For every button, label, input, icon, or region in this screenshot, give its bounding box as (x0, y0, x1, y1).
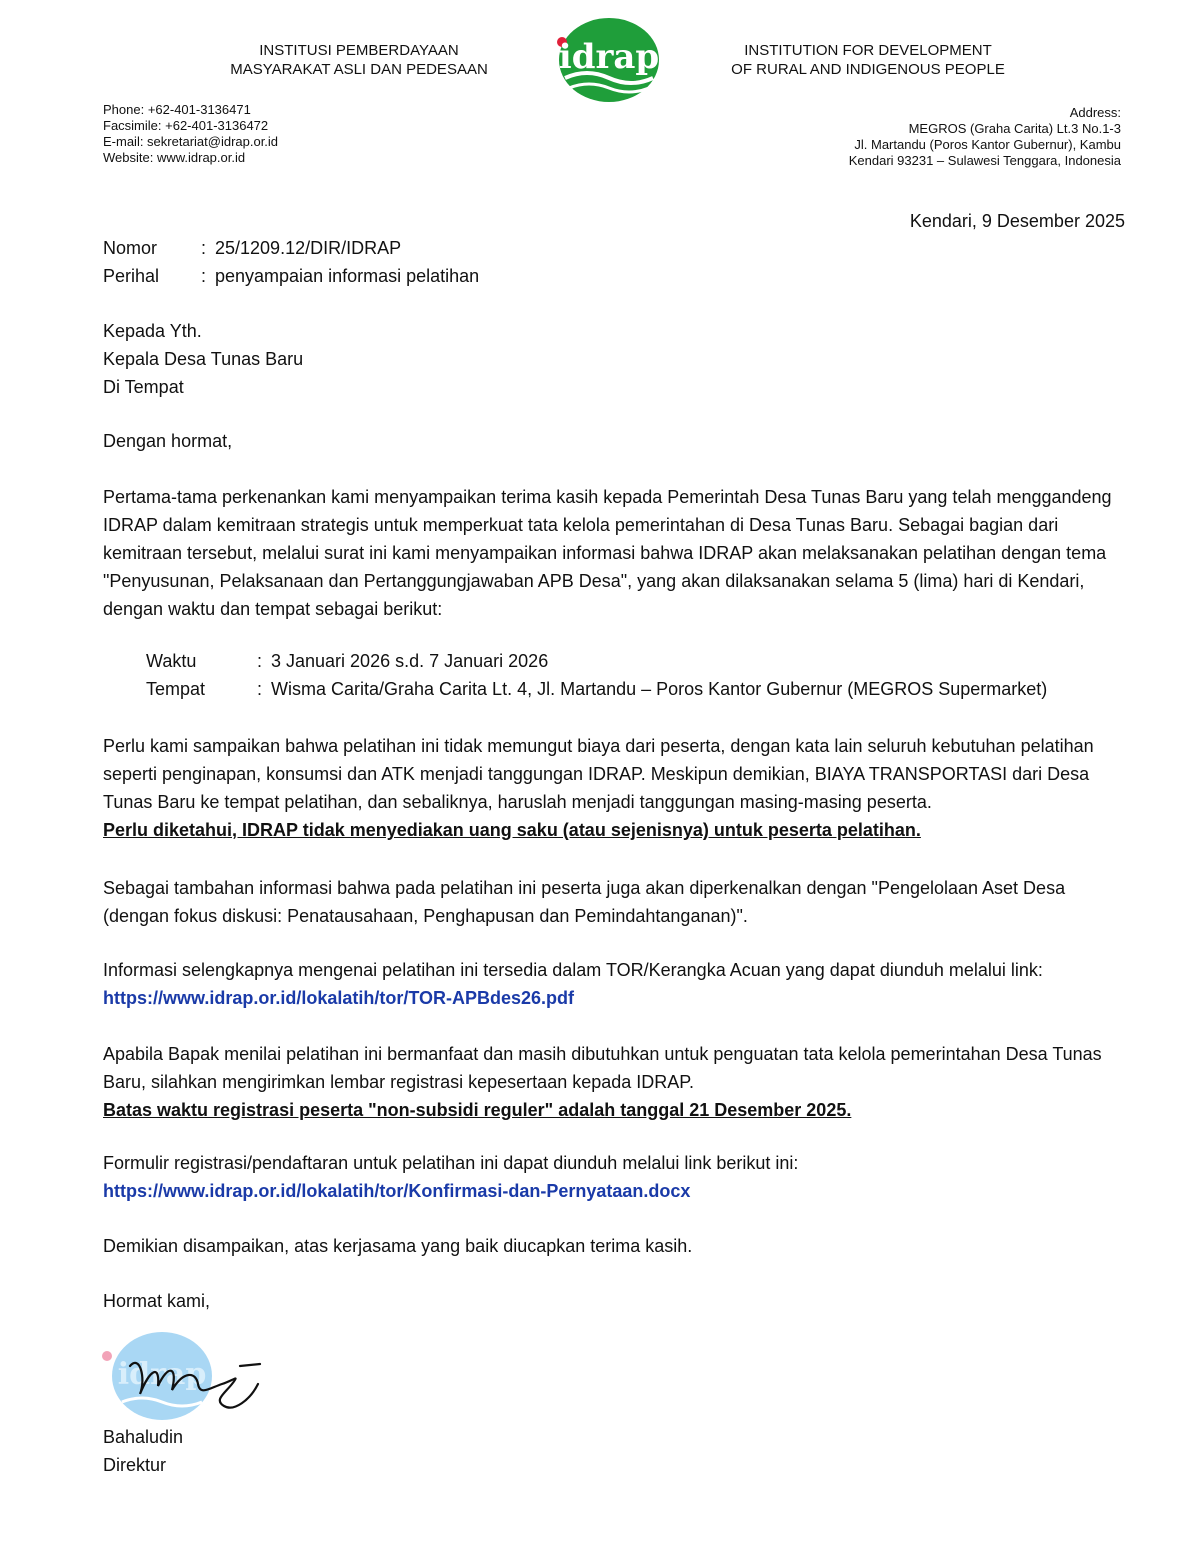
colon: : (201, 238, 207, 258)
waktu-value: 3 Januari 2026 s.d. 7 Januari 2026 (271, 651, 549, 671)
org-name-line: INSTITUTION FOR DEVELOPMENT (744, 42, 992, 59)
contact-block (103, 102, 278, 166)
recipient-line: Kepala Desa Tunas Baru (103, 349, 304, 369)
training-details (146, 647, 1047, 703)
paragraph-form (103, 1149, 1127, 1205)
org-name-line: INSTITUSI PEMBERDAYAAN (259, 42, 459, 59)
recipient-block (103, 317, 1127, 401)
paragraph-text: Formulir registrasi/pendaftaran untuk pelatihan ini dapat diunduh melalui link berikut ini: (103, 1153, 799, 1173)
address-block (849, 105, 1121, 169)
org-name-line: MASYARAKAT ASLI DAN PEDESAAN (230, 61, 488, 78)
perihal-value: penyampaian informasi pelatihan (215, 266, 480, 286)
waktu-label: Waktu (146, 651, 197, 671)
paragraph-text: Pertama-tama perkenankan kami menyampaikan terima kasih kepada Pemerintah Desa Tunas Baru yang telah menggandeng IDRAP dalam kemitraan strategis untuk memperkuat tata kelola pemerintahan di Desa Tunas Baru. Sebagai bagian dari kemitraan tersebut, melalui surat ini kami menyampaikan informasi bahwa IDRAP akan melaksanakan pelatihan dengan tema "Penyusunan, Pelaksanaan dan Pertanggungjawaban APB Desa", yang akan dilaksanakan selama 5 (lima) hari di Kendari, dengan waktu dan tempat sebagai berikut: (103, 487, 1112, 619)
paragraph-text: Perlu kami sampaikan bahwa pelatihan ini tidak memungut biaya dari peserta, dengan kata lain seluruh kebutuhan pelatihan seperti penginapan, konsumsi dan ATK menjadi tanggungan IDRAP. Meskipun demikian, BIAYA TRANSPORTASI dari Desa Tunas Baru ke tempat pelatihan, dan sebaliknya, haruslah menjadi tanggungan masing-masing peserta. (103, 736, 1094, 812)
paragraph-additional (103, 874, 1127, 930)
paragraph-cost (103, 732, 1127, 844)
contact-website: Website: www.idrap.or.id (103, 150, 246, 165)
tor-link[interactable]: https://www.idrap.or.id/lokalatih/tor/TOR-APBdes26.pdf (103, 988, 575, 1008)
paragraph-text: Sebagai tambahan informasi bahwa pada pelatihan ini peserta juga akan diperkenalkan dengan "Pengelolaan Aset Desa (dengan fokus diskusi: Penatausahaan, Penghapusan dan Pemindahtanganan)". (103, 878, 1066, 926)
address-line: Address: (1069, 105, 1121, 120)
colon: : (257, 651, 263, 671)
address-line: Kendari 93231 – Sulawesi Tenggara, Indonesia (848, 153, 1121, 168)
address-line: MEGROS (Graha Carita) Lt.3 No.1-3 (908, 121, 1121, 136)
nomor-value: 25/1209.12/DIR/IDRAP (215, 238, 402, 258)
contact-email: E-mail: sekretariat@idrap.or.id (103, 134, 279, 149)
contact-phone: Phone: +62-401-3136471 (103, 102, 251, 117)
closing-sentence: Demikian disampaikan, atas kerjasama yang baik diucapkan terima kasih. (103, 1236, 693, 1256)
paragraph-notice: Perlu diketahui, IDRAP tidak menyediakan uang saku (atau sejenisnya) untuk peserta pelatihan. (103, 820, 921, 840)
tempat-label: Tempat (146, 679, 206, 699)
colon: : (257, 679, 263, 699)
meta-row-nomor (103, 234, 479, 262)
recipient-line: Di Tempat (103, 377, 184, 397)
paragraph-deadline: Batas waktu registrasi peserta "non-subsidi reguler" adalah tanggal 21 Desember 2025. (103, 1100, 852, 1120)
address-line: Jl. Martandu (Poros Kantor Gubernur), Kambu (854, 137, 1121, 152)
signer-block (103, 1423, 183, 1479)
detail-row-waktu (146, 647, 1047, 675)
form-link[interactable]: https://www.idrap.or.id/lokalatih/tor/Konfirmasi-dan-Pernyataan.docx (103, 1181, 691, 1201)
signature-icon (100, 1324, 270, 1434)
paragraph-registration (103, 1040, 1127, 1124)
org-name-indonesian (200, 41, 518, 79)
letter-meta (103, 234, 479, 290)
signer-name: Bahaludin (103, 1427, 184, 1447)
logo-wordmark: idrap (558, 37, 660, 77)
perihal-label: Perihal (103, 266, 160, 286)
paragraph-text: Informasi selengkapnya mengenai pelatihan ini tersedia dalam TOR/Kerangka Acuan yang dapat diunduh melalui link: (103, 960, 1043, 980)
regards: Hormat kami, (103, 1291, 211, 1311)
salutation: Dengan hormat, (103, 431, 233, 451)
recipient-line: Kepada Yth. (103, 321, 202, 341)
paragraph-intro (103, 483, 1127, 623)
signer-title: Direktur (103, 1455, 167, 1475)
svg-text:idrap: idrap (117, 1357, 207, 1392)
contact-fax: Facsimile: +62-401-3136472 (103, 118, 269, 133)
detail-row-tempat (146, 675, 1047, 703)
paragraph-text: Apabila Bapak menilai pelatihan ini bermanfaat dan masih dibutuhkan untuk penguatan tata kelola pemerintahan Desa Tunas Baru, silahkan mengirimkan lembar registrasi kepesertaan kepada IDRAP. (103, 1044, 1102, 1092)
signature-stamp (100, 1324, 270, 1434)
paragraph-tor (103, 956, 1127, 1012)
org-name-line: OF RURAL AND INDIGENOUS PEOPLE (731, 61, 1005, 78)
idrap-logo (553, 16, 665, 104)
colon: : (201, 266, 207, 286)
org-name-english (700, 41, 1036, 79)
idrap-logo-icon (553, 16, 665, 104)
meta-row-perihal (103, 262, 479, 290)
nomor-label: Nomor (103, 238, 158, 258)
tempat-value: Wisma Carita/Graha Carita Lt. 4, Jl. Martandu – Poros Kantor Gubernur (MEGROS Supermarket) (271, 679, 1048, 699)
letter-date: Kendari, 9 Desember 2025 (909, 211, 1125, 231)
